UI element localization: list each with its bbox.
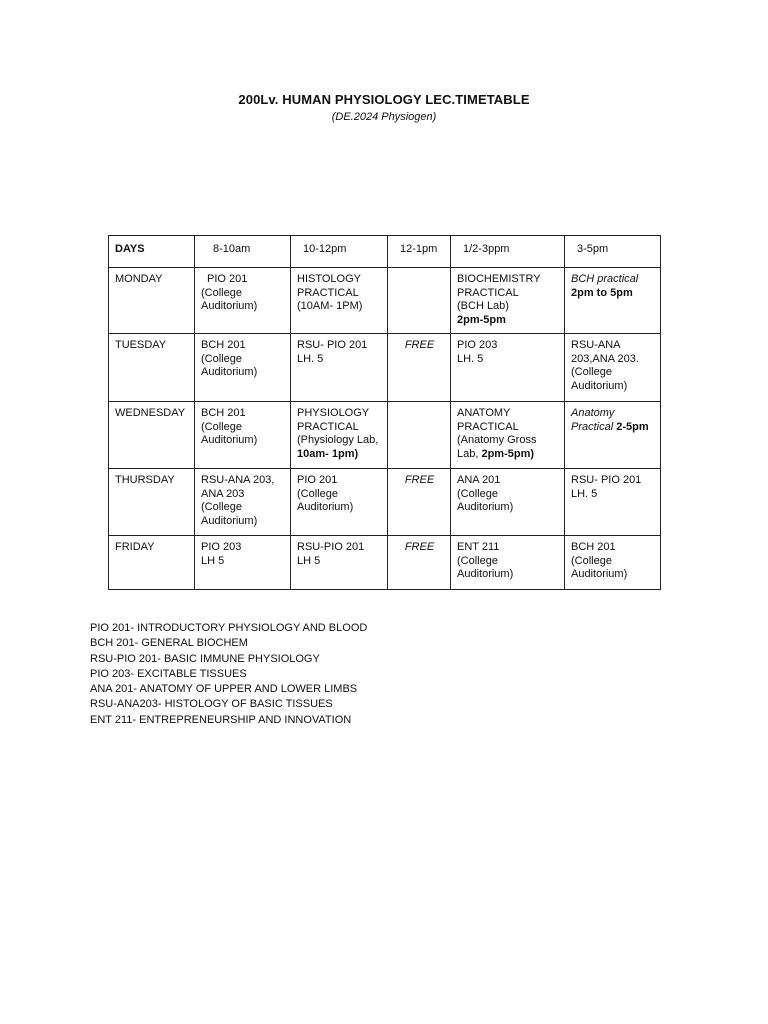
- cell-line: PIO 203: [457, 339, 498, 351]
- cell-line: PRACTICAL: [297, 420, 359, 433]
- day-cell: WEDNESDAY: [109, 402, 195, 469]
- cell-line: RSU- PIO 201: [571, 474, 642, 486]
- slot-12-1pm-free: FREE: [388, 334, 451, 402]
- legend-item: ENT 211- ENTREPRENEURSHIP AND INNOVATION: [90, 713, 352, 726]
- cell-line: (College: [201, 501, 242, 513]
- slot-8-10am: [195, 334, 291, 402]
- day-cell: THURSDAY: [109, 469, 195, 536]
- table-row-tuesday: [109, 334, 661, 402]
- legend-item: PIO 201- INTRODUCTORY PHYSIOLOGY AND BLOOD: [90, 622, 368, 634]
- cell-line: Auditorium): [457, 568, 514, 580]
- cell-line-bold: 2pm to 5pm: [571, 286, 633, 299]
- cell-line: (College: [571, 366, 612, 378]
- cell-line: ANA 201: [457, 474, 501, 486]
- cell-line: BIOCHEMISTRY: [457, 273, 541, 285]
- cell-line: 203,ANA 203.: [571, 352, 639, 365]
- course-legend: [90, 621, 367, 728]
- cell-line: PHYSIOLOGY: [297, 407, 370, 419]
- day-cell: TUESDAY: [109, 334, 195, 402]
- header-1-3pm: 1/2-3ppm: [451, 236, 565, 268]
- cell-line: LH 5: [201, 554, 225, 567]
- day-cell: MONDAY: [109, 268, 195, 334]
- legend-item: RSU-ANA203- HISTOLOGY OF BASIC TISSUES: [90, 698, 333, 711]
- header-8-10am: 8-10am: [195, 236, 291, 268]
- cell-line: RSU-ANA 203,: [201, 474, 275, 486]
- slot-12-1pm-free: FREE: [388, 469, 451, 536]
- cell-line: Auditorium): [571, 568, 628, 580]
- slot-10-12pm: [291, 268, 388, 334]
- cell-line: PIO 201: [297, 474, 338, 486]
- cell-line: (College: [201, 286, 242, 299]
- cell-line: Auditorium): [201, 514, 258, 527]
- cell-line: LH. 5: [457, 352, 484, 365]
- slot-1-3pm: [451, 268, 565, 334]
- cell-line: RSU-PIO 201: [297, 541, 365, 553]
- table-row-wednesday: [109, 402, 661, 469]
- cell-line: (College: [571, 554, 612, 567]
- cell-line: PRACTICAL: [457, 420, 519, 433]
- header-12-1pm: 12-1pm: [388, 236, 451, 268]
- slot-12-1pm: [388, 402, 451, 469]
- slot-10-12pm: [291, 469, 388, 536]
- timetable-header-row: [109, 236, 661, 268]
- slot-1-3pm: [451, 402, 565, 469]
- cell-line-bold: 10am- 1pm): [297, 447, 359, 460]
- slot-3-5pm: [565, 402, 661, 469]
- cell-line: (College: [297, 487, 338, 500]
- cell-line-italic: BCH practical: [571, 273, 639, 285]
- cell-line: LH. 5: [297, 352, 324, 365]
- cell-line: RSU-ANA: [571, 339, 621, 351]
- slot-3-5pm: [565, 536, 661, 590]
- cell-line: (College: [457, 554, 498, 567]
- slot-1-3pm: [451, 536, 565, 590]
- header-days: DAYS: [109, 236, 195, 268]
- cell-line: (College: [201, 420, 242, 433]
- slot-10-12pm: [291, 536, 388, 590]
- slot-3-5pm: [565, 469, 661, 536]
- slot-8-10am: [195, 469, 291, 536]
- cell-line: Auditorium): [457, 501, 514, 513]
- cell-line: Auditorium): [571, 379, 628, 392]
- slot-1-3pm: [451, 334, 565, 402]
- document-subtitle: (DE.2024 Physiogen): [331, 111, 437, 123]
- cell-line: (Physiology Lab,: [297, 434, 379, 446]
- table-row-friday: [109, 536, 661, 590]
- table-row-thursday: [109, 469, 661, 536]
- header-10-12pm: 10-12pm: [291, 236, 388, 268]
- cell-line: Auditorium): [297, 501, 354, 513]
- slot-8-10am: [195, 536, 291, 590]
- header-3-5pm: 3-5pm: [565, 236, 661, 268]
- cell-line: ANA 203: [201, 487, 245, 500]
- cell-line-mixed: [571, 421, 655, 435]
- slot-12-1pm-free: FREE: [388, 536, 451, 590]
- cell-line: LH. 5: [571, 487, 598, 500]
- cell-line: (College: [201, 352, 242, 365]
- timetable: [108, 235, 661, 590]
- cell-line: ANATOMY: [457, 407, 511, 419]
- cell-line: ENT 211: [457, 541, 500, 553]
- slot-1-3pm: [451, 469, 565, 536]
- slot-3-5pm: [565, 334, 661, 402]
- cell-line-bold: 2pm-5pm: [457, 313, 506, 326]
- cell-text-italic: Practical: [571, 420, 614, 433]
- cell-line: Auditorium): [201, 366, 258, 378]
- legend-item: BCH 201- GENERAL BIOCHEM: [90, 637, 248, 650]
- cell-line: RSU- PIO 201: [297, 339, 368, 351]
- cell-line-mixed: [457, 448, 559, 462]
- slot-3-5pm: [565, 268, 661, 334]
- cell-line: HISTOLOGY: [297, 273, 361, 285]
- slot-12-1pm: [388, 268, 451, 334]
- cell-text-bold: 2-5pm: [616, 420, 649, 433]
- cell-line: Auditorium): [201, 434, 258, 446]
- cell-line-italic: Anatomy: [571, 407, 615, 419]
- cell-line: (BCH Lab): [457, 300, 509, 312]
- legend-item: RSU-PIO 201- BASIC IMMUNE PHYSIOLOGY: [90, 652, 320, 665]
- slot-8-10am: [195, 402, 291, 469]
- cell-text: Lab,: [457, 447, 482, 460]
- cell-text-bold: 2pm-5pm): [481, 447, 535, 460]
- legend-item: ANA 201- ANATOMY OF UPPER AND LOWER LIMBS: [90, 683, 358, 696]
- cell-line: (College: [457, 487, 498, 500]
- cell-line: PIO 201: [207, 273, 248, 285]
- cell-line: BCH 201: [201, 339, 246, 351]
- slot-10-12pm: [291, 402, 388, 469]
- document-title: 200Lv. HUMAN PHYSIOLOGY LEC.TIMETABLE: [238, 92, 530, 107]
- cell-line: Auditorium): [201, 300, 258, 312]
- cell-line: (Anatomy Gross: [457, 434, 537, 446]
- cell-line: PRACTICAL: [297, 286, 359, 299]
- slot-10-12pm: [291, 334, 388, 402]
- cell-line: PIO 203: [201, 541, 242, 553]
- cell-line: BCH 201: [571, 541, 616, 553]
- cell-line: BCH 201: [201, 407, 246, 419]
- legend-item: PIO 203- EXCITABLE TISSUES: [90, 667, 247, 680]
- day-cell: FRIDAY: [109, 536, 195, 590]
- slot-8-10am: [195, 268, 291, 334]
- cell-line: (10AM- 1PM): [297, 300, 363, 312]
- cell-line: LH 5: [297, 554, 321, 567]
- table-row-monday: [109, 268, 661, 334]
- cell-line: PRACTICAL: [457, 286, 519, 299]
